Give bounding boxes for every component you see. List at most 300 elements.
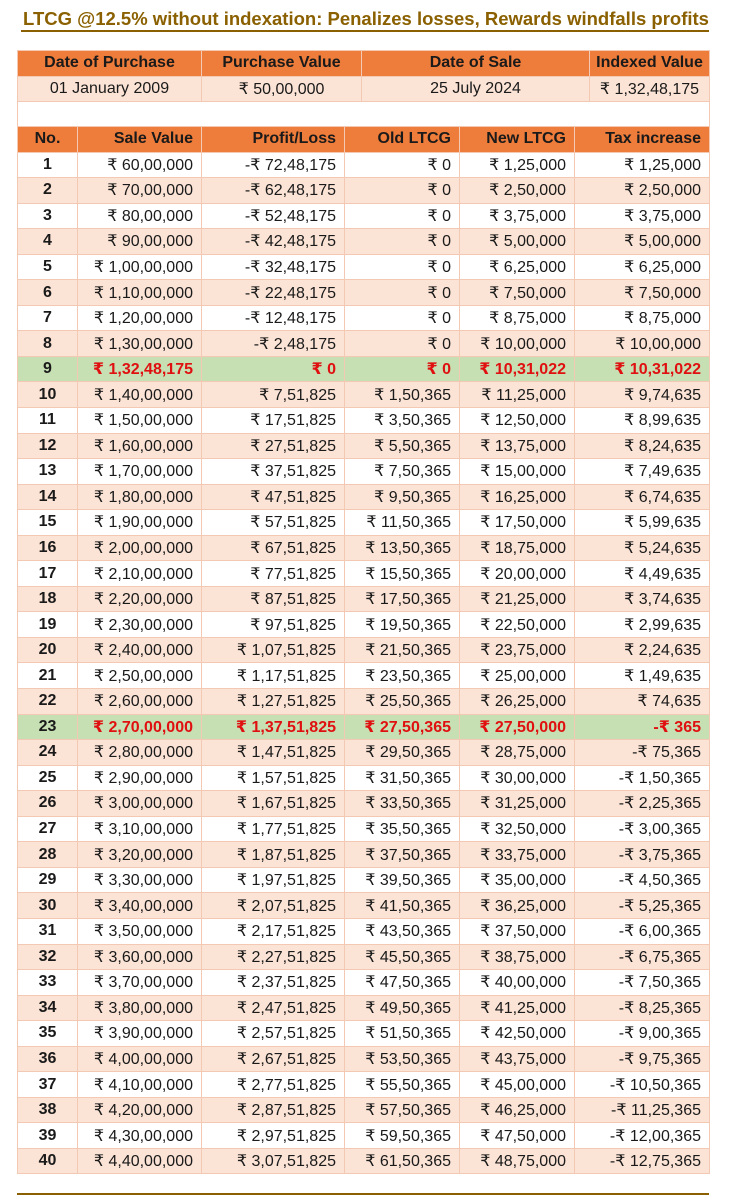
cell-tax-increase: ₹ 4,49,635 <box>575 561 710 587</box>
table-row <box>18 203 710 229</box>
cell-no: 37 <box>18 1072 78 1098</box>
cell-profit-loss: ₹ 97,51,825 <box>202 612 345 638</box>
cell-sale-value: ₹ 4,40,00,000 <box>78 1148 202 1174</box>
table-row <box>18 586 710 612</box>
table-row <box>18 689 710 715</box>
cell-no: 20 <box>18 637 78 663</box>
cell-sale-value: ₹ 1,90,00,000 <box>78 510 202 536</box>
cell-sale-value: ₹ 4,10,00,000 <box>78 1072 202 1098</box>
cell-new-ltcg: ₹ 33,75,000 <box>460 842 575 868</box>
cell-no: 38 <box>18 1097 78 1123</box>
cell-tax-increase: -₹ 3,00,365 <box>575 816 710 842</box>
cell-tax-increase: -₹ 3,75,365 <box>575 842 710 868</box>
cell-profit-loss: ₹ 37,51,825 <box>202 459 345 485</box>
cell-old-ltcg: ₹ 55,50,365 <box>345 1072 460 1098</box>
spacer-row <box>18 102 710 127</box>
cell-old-ltcg: ₹ 61,50,365 <box>345 1148 460 1174</box>
cell-sale-value: ₹ 3,10,00,000 <box>78 816 202 842</box>
table-row <box>18 382 710 408</box>
cell-profit-loss: ₹ 1,87,51,825 <box>202 842 345 868</box>
cell-profit-loss: ₹ 2,17,51,825 <box>202 918 345 944</box>
cell-tax-increase: -₹ 10,50,365 <box>575 1072 710 1098</box>
cell-tax-increase: ₹ 7,50,000 <box>575 280 710 306</box>
table-row <box>18 944 710 970</box>
cell-old-ltcg: ₹ 41,50,365 <box>345 893 460 919</box>
cell-old-ltcg: ₹ 39,50,365 <box>345 867 460 893</box>
cell-tax-increase: ₹ 1,25,000 <box>575 152 710 178</box>
cell-profit-loss: -₹ 2,48,175 <box>202 331 345 357</box>
cell-new-ltcg: ₹ 18,75,000 <box>460 535 575 561</box>
cell-profit-loss: ₹ 1,77,51,825 <box>202 816 345 842</box>
cell-profit-loss: ₹ 2,67,51,825 <box>202 1046 345 1072</box>
cell-old-ltcg: ₹ 0 <box>345 152 460 178</box>
cell-old-ltcg: ₹ 5,50,365 <box>345 433 460 459</box>
page-title <box>0 8 730 34</box>
cell-no: 11 <box>18 408 78 434</box>
cell-profit-loss: ₹ 1,67,51,825 <box>202 791 345 817</box>
cell-old-ltcg: ₹ 59,50,365 <box>345 1123 460 1149</box>
cell-profit-loss: -₹ 62,48,175 <box>202 178 345 204</box>
cell-new-ltcg: ₹ 10,00,000 <box>460 331 575 357</box>
indexed-value-header: Indexed Value <box>590 51 710 77</box>
cell-sale-value: ₹ 3,50,00,000 <box>78 918 202 944</box>
page-title-text: LTCG @12.5% without indexation: Penalizes losses, Rewards windfalls profits <box>21 8 709 32</box>
cell-old-ltcg: ₹ 25,50,365 <box>345 689 460 715</box>
cell-tax-increase: ₹ 10,00,000 <box>575 331 710 357</box>
table-row <box>18 561 710 587</box>
cell-no: 10 <box>18 382 78 408</box>
cell-sale-value: ₹ 2,10,00,000 <box>78 561 202 587</box>
cell-tax-increase: -₹ 2,25,365 <box>575 791 710 817</box>
cell-sale-value: ₹ 1,50,00,000 <box>78 408 202 434</box>
cell-tax-increase: -₹ 12,75,365 <box>575 1148 710 1174</box>
cell-new-ltcg: ₹ 28,75,000 <box>460 740 575 766</box>
cell-profit-loss: ₹ 27,51,825 <box>202 433 345 459</box>
cell-tax-increase: ₹ 1,49,635 <box>575 663 710 689</box>
cell-new-ltcg: ₹ 23,75,000 <box>460 637 575 663</box>
cell-new-ltcg: ₹ 8,75,000 <box>460 305 575 331</box>
col-header-new-ltcg: New LTCG <box>460 127 575 153</box>
cell-old-ltcg: ₹ 57,50,365 <box>345 1097 460 1123</box>
col-header-profit-loss: Profit/Loss <box>202 127 345 153</box>
cell-old-ltcg: ₹ 27,50,365 <box>345 714 460 740</box>
cell-tax-increase: ₹ 10,31,022 <box>575 356 710 382</box>
cell-old-ltcg: ₹ 0 <box>345 356 460 382</box>
cell-no: 15 <box>18 510 78 536</box>
date-of-purchase-header: Date of Purchase <box>18 51 202 77</box>
cell-sale-value: ₹ 3,00,00,000 <box>78 791 202 817</box>
cell-old-ltcg: ₹ 49,50,365 <box>345 995 460 1021</box>
table-row <box>18 765 710 791</box>
cell-old-ltcg: ₹ 0 <box>345 305 460 331</box>
cell-new-ltcg: ₹ 36,25,000 <box>460 893 575 919</box>
cell-old-ltcg: ₹ 35,50,365 <box>345 816 460 842</box>
table-row <box>18 459 710 485</box>
cell-old-ltcg: ₹ 53,50,365 <box>345 1046 460 1072</box>
cell-tax-increase: -₹ 365 <box>575 714 710 740</box>
cell-old-ltcg: ₹ 31,50,365 <box>345 765 460 791</box>
cell-no: 34 <box>18 995 78 1021</box>
cell-old-ltcg: ₹ 1,50,365 <box>345 382 460 408</box>
cell-sale-value: ₹ 3,20,00,000 <box>78 842 202 868</box>
cell-no: 16 <box>18 535 78 561</box>
cell-profit-loss: ₹ 2,37,51,825 <box>202 970 345 996</box>
cell-tax-increase: -₹ 8,25,365 <box>575 995 710 1021</box>
cell-old-ltcg: ₹ 47,50,365 <box>345 970 460 996</box>
cell-profit-loss: -₹ 72,48,175 <box>202 152 345 178</box>
cell-no: 23 <box>18 714 78 740</box>
cell-profit-loss: -₹ 52,48,175 <box>202 203 345 229</box>
cell-new-ltcg: ₹ 37,50,000 <box>460 918 575 944</box>
cell-profit-loss: ₹ 2,87,51,825 <box>202 1097 345 1123</box>
cell-sale-value: ₹ 2,00,00,000 <box>78 535 202 561</box>
cell-profit-loss: ₹ 57,51,825 <box>202 510 345 536</box>
table-row <box>18 484 710 510</box>
table-row <box>18 663 710 689</box>
cell-sale-value: ₹ 80,00,000 <box>78 203 202 229</box>
cell-no: 6 <box>18 280 78 306</box>
cell-new-ltcg: ₹ 25,00,000 <box>460 663 575 689</box>
cell-sale-value: ₹ 3,70,00,000 <box>78 970 202 996</box>
cell-new-ltcg: ₹ 43,75,000 <box>460 1046 575 1072</box>
cell-old-ltcg: ₹ 23,50,365 <box>345 663 460 689</box>
table-row <box>18 1046 710 1072</box>
cell-no: 33 <box>18 970 78 996</box>
table-row <box>18 867 710 893</box>
cell-profit-loss: ₹ 1,97,51,825 <box>202 867 345 893</box>
col-header-sale-value: Sale Value <box>78 127 202 153</box>
cell-no: 17 <box>18 561 78 587</box>
cell-old-ltcg: ₹ 33,50,365 <box>345 791 460 817</box>
cell-tax-increase: ₹ 5,24,635 <box>575 535 710 561</box>
bottom-divider <box>17 1193 709 1195</box>
cell-old-ltcg: ₹ 9,50,365 <box>345 484 460 510</box>
cell-new-ltcg: ₹ 38,75,000 <box>460 944 575 970</box>
cell-sale-value: ₹ 2,40,00,000 <box>78 637 202 663</box>
cell-old-ltcg: ₹ 0 <box>345 178 460 204</box>
cell-profit-loss: ₹ 3,07,51,825 <box>202 1148 345 1174</box>
cell-sale-value: ₹ 3,30,00,000 <box>78 867 202 893</box>
col-header-no: No. <box>18 127 78 153</box>
cell-old-ltcg: ₹ 3,50,365 <box>345 408 460 434</box>
col-header-tax-increase: Tax increase <box>575 127 710 153</box>
cell-no: 25 <box>18 765 78 791</box>
table-row <box>18 842 710 868</box>
cell-no: 14 <box>18 484 78 510</box>
table-row <box>18 280 710 306</box>
table-row <box>18 356 710 382</box>
table-row <box>18 408 710 434</box>
cell-sale-value: ₹ 2,90,00,000 <box>78 765 202 791</box>
cell-no: 21 <box>18 663 78 689</box>
cell-profit-loss: -₹ 32,48,175 <box>202 254 345 280</box>
cell-tax-increase: ₹ 6,25,000 <box>575 254 710 280</box>
cell-new-ltcg: ₹ 7,50,000 <box>460 280 575 306</box>
cell-no: 31 <box>18 918 78 944</box>
cell-old-ltcg: ₹ 37,50,365 <box>345 842 460 868</box>
cell-new-ltcg: ₹ 2,50,000 <box>460 178 575 204</box>
cell-profit-loss: ₹ 2,07,51,825 <box>202 893 345 919</box>
cell-new-ltcg: ₹ 21,25,000 <box>460 586 575 612</box>
cell-new-ltcg: ₹ 15,00,000 <box>460 459 575 485</box>
date-of-sale-value: 25 July 2024 <box>362 76 590 102</box>
cell-new-ltcg: ₹ 30,00,000 <box>460 765 575 791</box>
cell-profit-loss: ₹ 7,51,825 <box>202 382 345 408</box>
cell-new-ltcg: ₹ 42,50,000 <box>460 1021 575 1047</box>
cell-old-ltcg: ₹ 13,50,365 <box>345 535 460 561</box>
cell-sale-value: ₹ 2,70,00,000 <box>78 714 202 740</box>
cell-no: 26 <box>18 791 78 817</box>
cell-profit-loss: ₹ 2,27,51,825 <box>202 944 345 970</box>
cell-sale-value: ₹ 1,00,00,000 <box>78 254 202 280</box>
cell-no: 29 <box>18 867 78 893</box>
cell-tax-increase: -₹ 5,25,365 <box>575 893 710 919</box>
table-row <box>18 918 710 944</box>
cell-profit-loss: -₹ 22,48,175 <box>202 280 345 306</box>
cell-new-ltcg: ₹ 41,25,000 <box>460 995 575 1021</box>
cell-tax-increase: ₹ 3,74,635 <box>575 586 710 612</box>
cell-profit-loss: ₹ 1,37,51,825 <box>202 714 345 740</box>
cell-new-ltcg: ₹ 31,25,000 <box>460 791 575 817</box>
table-row <box>18 1097 710 1123</box>
cell-tax-increase: ₹ 9,74,635 <box>575 382 710 408</box>
cell-new-ltcg: ₹ 22,50,000 <box>460 612 575 638</box>
date-of-sale-header: Date of Sale <box>362 51 590 77</box>
cell-no: 24 <box>18 740 78 766</box>
cell-tax-increase: ₹ 74,635 <box>575 689 710 715</box>
cell-profit-loss: ₹ 1,17,51,825 <box>202 663 345 689</box>
cell-tax-increase: -₹ 9,00,365 <box>575 1021 710 1047</box>
cell-sale-value: ₹ 2,60,00,000 <box>78 689 202 715</box>
table-row <box>18 1021 710 1047</box>
table-row <box>18 510 710 536</box>
cell-no: 36 <box>18 1046 78 1072</box>
cell-tax-increase: ₹ 5,99,635 <box>575 510 710 536</box>
table-row <box>18 714 710 740</box>
cell-new-ltcg: ₹ 16,25,000 <box>460 484 575 510</box>
cell-tax-increase: -₹ 7,50,365 <box>575 970 710 996</box>
cell-new-ltcg: ₹ 47,50,000 <box>460 1123 575 1149</box>
cell-new-ltcg: ₹ 27,50,000 <box>460 714 575 740</box>
cell-no: 5 <box>18 254 78 280</box>
cell-no: 3 <box>18 203 78 229</box>
cell-no: 30 <box>18 893 78 919</box>
cell-tax-increase: ₹ 6,74,635 <box>575 484 710 510</box>
table-row <box>18 816 710 842</box>
cell-tax-increase: -₹ 6,00,365 <box>575 918 710 944</box>
cell-tax-increase: ₹ 8,24,635 <box>575 433 710 459</box>
cell-old-ltcg: ₹ 21,50,365 <box>345 637 460 663</box>
cell-sale-value: ₹ 4,20,00,000 <box>78 1097 202 1123</box>
table-row <box>18 331 710 357</box>
cell-tax-increase: ₹ 5,00,000 <box>575 229 710 255</box>
cell-sale-value: ₹ 3,60,00,000 <box>78 944 202 970</box>
cell-no: 12 <box>18 433 78 459</box>
cell-no: 13 <box>18 459 78 485</box>
cell-profit-loss: ₹ 67,51,825 <box>202 535 345 561</box>
cell-no: 27 <box>18 816 78 842</box>
cell-new-ltcg: ₹ 13,75,000 <box>460 433 575 459</box>
cell-new-ltcg: ₹ 45,00,000 <box>460 1072 575 1098</box>
cell-new-ltcg: ₹ 26,25,000 <box>460 689 575 715</box>
table-row <box>18 433 710 459</box>
cell-tax-increase: -₹ 4,50,365 <box>575 867 710 893</box>
cell-tax-increase: -₹ 11,25,365 <box>575 1097 710 1123</box>
cell-sale-value: ₹ 70,00,000 <box>78 178 202 204</box>
cell-sale-value: ₹ 2,30,00,000 <box>78 612 202 638</box>
table-row <box>18 152 710 178</box>
cell-new-ltcg: ₹ 10,31,022 <box>460 356 575 382</box>
table-row <box>18 893 710 919</box>
cell-tax-increase: -₹ 75,365 <box>575 740 710 766</box>
cell-sale-value: ₹ 1,70,00,000 <box>78 459 202 485</box>
cell-new-ltcg: ₹ 32,50,000 <box>460 816 575 842</box>
cell-old-ltcg: ₹ 43,50,365 <box>345 918 460 944</box>
date-of-purchase-value: 01 January 2009 <box>18 76 202 102</box>
cell-no: 9 <box>18 356 78 382</box>
cell-new-ltcg: ₹ 40,00,000 <box>460 970 575 996</box>
cell-new-ltcg: ₹ 11,25,000 <box>460 382 575 408</box>
cell-new-ltcg: ₹ 48,75,000 <box>460 1148 575 1174</box>
table-row <box>18 970 710 996</box>
cell-profit-loss: ₹ 47,51,825 <box>202 484 345 510</box>
table-row <box>18 637 710 663</box>
cell-new-ltcg: ₹ 35,00,000 <box>460 867 575 893</box>
table-row <box>18 254 710 280</box>
table-row <box>18 178 710 204</box>
cell-old-ltcg: ₹ 29,50,365 <box>345 740 460 766</box>
cell-no: 8 <box>18 331 78 357</box>
cell-old-ltcg: ₹ 45,50,365 <box>345 944 460 970</box>
cell-new-ltcg: ₹ 3,75,000 <box>460 203 575 229</box>
cell-tax-increase: ₹ 2,99,635 <box>575 612 710 638</box>
col-header-old-ltcg: Old LTCG <box>345 127 460 153</box>
cell-sale-value: ₹ 2,20,00,000 <box>78 586 202 612</box>
cell-profit-loss: -₹ 12,48,175 <box>202 305 345 331</box>
cell-new-ltcg: ₹ 20,00,000 <box>460 561 575 587</box>
table-row <box>18 535 710 561</box>
cell-no: 28 <box>18 842 78 868</box>
cell-sale-value: ₹ 3,40,00,000 <box>78 893 202 919</box>
cell-sale-value: ₹ 1,40,00,000 <box>78 382 202 408</box>
table-row <box>18 1072 710 1098</box>
cell-old-ltcg: ₹ 0 <box>345 254 460 280</box>
cell-no: 19 <box>18 612 78 638</box>
cell-no: 18 <box>18 586 78 612</box>
cell-profit-loss: ₹ 0 <box>202 356 345 382</box>
cell-old-ltcg: ₹ 7,50,365 <box>345 459 460 485</box>
cell-sale-value: ₹ 3,90,00,000 <box>78 1021 202 1047</box>
indexed-value-value: ₹ 1,32,48,175 <box>590 76 710 102</box>
cell-new-ltcg: ₹ 12,50,000 <box>460 408 575 434</box>
cell-tax-increase: -₹ 9,75,365 <box>575 1046 710 1072</box>
cell-old-ltcg: ₹ 11,50,365 <box>345 510 460 536</box>
info-header-row <box>18 51 710 77</box>
table-body <box>18 152 710 1174</box>
cell-profit-loss: -₹ 42,48,175 <box>202 229 345 255</box>
cell-sale-value: ₹ 1,20,00,000 <box>78 305 202 331</box>
cell-new-ltcg: ₹ 5,00,000 <box>460 229 575 255</box>
cell-profit-loss: ₹ 77,51,825 <box>202 561 345 587</box>
cell-no: 7 <box>18 305 78 331</box>
cell-sale-value: ₹ 4,00,00,000 <box>78 1046 202 1072</box>
cell-no: 35 <box>18 1021 78 1047</box>
cell-profit-loss: ₹ 2,77,51,825 <box>202 1072 345 1098</box>
cell-old-ltcg: ₹ 0 <box>345 331 460 357</box>
cell-sale-value: ₹ 1,80,00,000 <box>78 484 202 510</box>
cell-no: 2 <box>18 178 78 204</box>
spacer-cell <box>18 102 710 127</box>
table-row <box>18 229 710 255</box>
info-value-row <box>18 76 710 102</box>
cell-sale-value: ₹ 90,00,000 <box>78 229 202 255</box>
cell-profit-loss: ₹ 2,47,51,825 <box>202 995 345 1021</box>
cell-sale-value: ₹ 60,00,000 <box>78 152 202 178</box>
cell-sale-value: ₹ 1,60,00,000 <box>78 433 202 459</box>
cell-sale-value: ₹ 2,80,00,000 <box>78 740 202 766</box>
cell-no: 32 <box>18 944 78 970</box>
purchase-value-header: Purchase Value <box>202 51 362 77</box>
cell-new-ltcg: ₹ 6,25,000 <box>460 254 575 280</box>
cell-new-ltcg: ₹ 17,50,000 <box>460 510 575 536</box>
table-row <box>18 1123 710 1149</box>
table-row <box>18 740 710 766</box>
cell-tax-increase: ₹ 2,24,635 <box>575 637 710 663</box>
cell-tax-increase: ₹ 7,49,635 <box>575 459 710 485</box>
cell-profit-loss: ₹ 1,47,51,825 <box>202 740 345 766</box>
table-row <box>18 612 710 638</box>
cell-no: 40 <box>18 1148 78 1174</box>
cell-no: 1 <box>18 152 78 178</box>
cell-sale-value: ₹ 1,30,00,000 <box>78 331 202 357</box>
cell-profit-loss: ₹ 1,27,51,825 <box>202 689 345 715</box>
cell-profit-loss: ₹ 87,51,825 <box>202 586 345 612</box>
cell-profit-loss: ₹ 1,57,51,825 <box>202 765 345 791</box>
cell-new-ltcg: ₹ 46,25,000 <box>460 1097 575 1123</box>
cell-tax-increase: ₹ 8,99,635 <box>575 408 710 434</box>
cell-profit-loss: ₹ 2,57,51,825 <box>202 1021 345 1047</box>
cell-old-ltcg: ₹ 15,50,365 <box>345 561 460 587</box>
cell-profit-loss: ₹ 17,51,825 <box>202 408 345 434</box>
cell-no: 39 <box>18 1123 78 1149</box>
cell-sale-value: ₹ 1,32,48,175 <box>78 356 202 382</box>
cell-tax-increase: -₹ 12,00,365 <box>575 1123 710 1149</box>
purchase-info-table <box>17 50 710 126</box>
cell-tax-increase: ₹ 8,75,000 <box>575 305 710 331</box>
cell-old-ltcg: ₹ 17,50,365 <box>345 586 460 612</box>
table-header-row <box>18 127 710 153</box>
cell-old-ltcg: ₹ 51,50,365 <box>345 1021 460 1047</box>
cell-old-ltcg: ₹ 0 <box>345 203 460 229</box>
cell-sale-value: ₹ 2,50,00,000 <box>78 663 202 689</box>
cell-old-ltcg: ₹ 19,50,365 <box>345 612 460 638</box>
ltcg-comparison-table <box>17 126 710 1174</box>
cell-profit-loss: ₹ 2,97,51,825 <box>202 1123 345 1149</box>
cell-old-ltcg: ₹ 0 <box>345 229 460 255</box>
table-row <box>18 1148 710 1174</box>
table-row <box>18 305 710 331</box>
cell-sale-value: ₹ 3,80,00,000 <box>78 995 202 1021</box>
cell-tax-increase: -₹ 6,75,365 <box>575 944 710 970</box>
cell-no: 4 <box>18 229 78 255</box>
cell-sale-value: ₹ 4,30,00,000 <box>78 1123 202 1149</box>
cell-tax-increase: ₹ 2,50,000 <box>575 178 710 204</box>
table-row <box>18 995 710 1021</box>
cell-tax-increase: -₹ 1,50,365 <box>575 765 710 791</box>
cell-old-ltcg: ₹ 0 <box>345 280 460 306</box>
purchase-value-value: ₹ 50,00,000 <box>202 76 362 102</box>
cell-profit-loss: ₹ 1,07,51,825 <box>202 637 345 663</box>
